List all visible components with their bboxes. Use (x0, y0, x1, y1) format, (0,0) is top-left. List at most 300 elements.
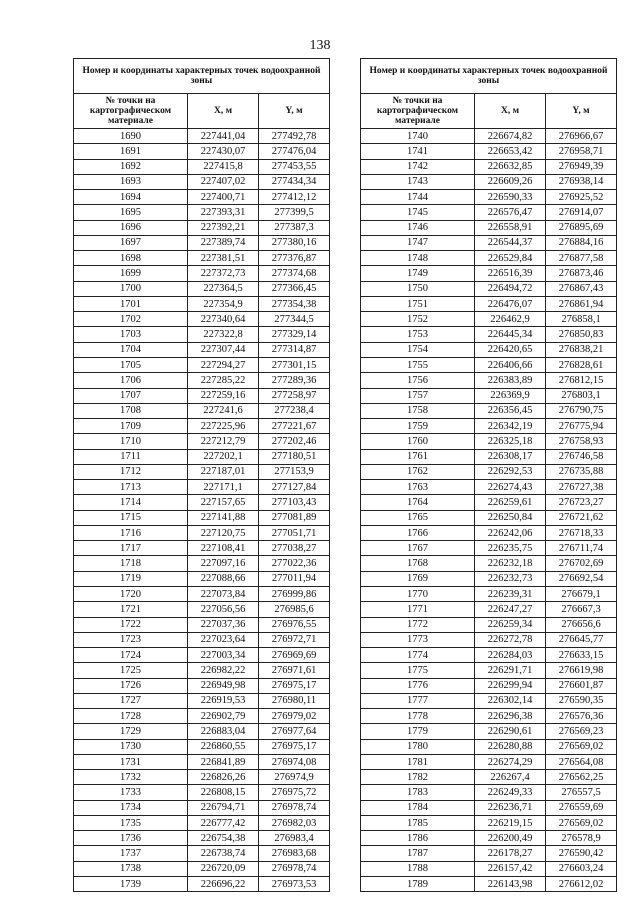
y-coordinate-cell: 276978,74 (259, 861, 330, 876)
point-number-cell: 1786 (361, 831, 475, 846)
table-row (74, 648, 330, 663)
table-row (74, 602, 330, 617)
y-coordinate-cell: 277344,5 (259, 312, 330, 327)
x-coordinate-cell: 226299,94 (475, 678, 546, 693)
x-coordinate-cell: 226284,03 (475, 648, 546, 663)
y-coordinate-cell: 277289,36 (259, 373, 330, 388)
x-coordinate-cell: 227381,51 (188, 251, 259, 266)
y-coordinate-cell: 276914,07 (546, 205, 617, 220)
point-number-cell: 1769 (361, 571, 475, 586)
x-coordinate-cell: 226383,89 (475, 373, 546, 388)
point-number-cell: 1723 (74, 632, 188, 647)
table-row (361, 251, 617, 266)
point-number-cell: 1705 (74, 357, 188, 372)
y-coordinate-cell: 277387,3 (259, 220, 330, 235)
y-coordinate-cell: 276884,16 (546, 235, 617, 250)
x-coordinate-cell: 227225,96 (188, 419, 259, 434)
y-coordinate-cell: 276746,58 (546, 449, 617, 464)
point-number-cell: 1759 (361, 419, 475, 434)
y-coordinate-cell: 276979,02 (259, 709, 330, 724)
point-number-cell: 1778 (361, 709, 475, 724)
point-number-cell: 1721 (74, 602, 188, 617)
point-number-cell: 1782 (361, 770, 475, 785)
y-coordinate-cell: 276711,74 (546, 541, 617, 556)
table-row (361, 190, 617, 205)
y-coordinate-cell: 277412,12 (259, 190, 330, 205)
x-coordinate-cell: 227202,1 (188, 449, 259, 464)
x-coordinate-cell: 226754,38 (188, 831, 259, 846)
table-row (361, 220, 617, 235)
point-number-cell: 1717 (74, 541, 188, 556)
table-row (74, 556, 330, 571)
point-number-cell: 1692 (74, 159, 188, 174)
table-row (74, 785, 330, 800)
y-coordinate-cell: 276557,5 (546, 785, 617, 800)
point-number-cell: 1722 (74, 617, 188, 632)
x-coordinate-cell: 226219,15 (475, 815, 546, 830)
y-coordinate-cell: 277380,16 (259, 235, 330, 250)
y-coordinate-cell: 277301,15 (259, 357, 330, 372)
table-row (74, 846, 330, 861)
table-row (361, 785, 617, 800)
point-number-cell: 1770 (361, 586, 475, 601)
table-row (74, 144, 330, 159)
point-number-cell: 1702 (74, 312, 188, 327)
table-row (361, 602, 617, 617)
point-number-cell: 1710 (74, 434, 188, 449)
table-row (361, 174, 617, 189)
table-row (361, 632, 617, 647)
table-row (74, 220, 330, 235)
table-row (74, 419, 330, 434)
y-coordinate-cell: 276612,02 (546, 877, 617, 892)
y-coordinate-cell: 276975,17 (259, 678, 330, 693)
table-row (361, 648, 617, 663)
table-row (361, 480, 617, 495)
y-coordinate-cell: 276925,52 (546, 190, 617, 205)
point-number-cell: 1750 (361, 281, 475, 296)
x-coordinate-cell: 227212,79 (188, 434, 259, 449)
table-row (74, 724, 330, 739)
x-coordinate-cell: 227003,34 (188, 648, 259, 663)
point-number-cell: 1730 (74, 739, 188, 754)
x-coordinate-cell: 226274,43 (475, 480, 546, 495)
table-row (361, 144, 617, 159)
x-coordinate-cell: 227259,16 (188, 388, 259, 403)
y-coordinate-cell: 276619,98 (546, 663, 617, 678)
x-coordinate-cell: 226653,42 (475, 144, 546, 159)
table-row (361, 556, 617, 571)
x-coordinate-cell: 226808,15 (188, 785, 259, 800)
point-number-cell: 1784 (361, 800, 475, 815)
column-header-point: № точки на картографическом материале (74, 94, 188, 129)
table-row (361, 449, 617, 464)
y-coordinate-cell: 277376,87 (259, 251, 330, 266)
x-coordinate-cell: 226292,53 (475, 464, 546, 479)
x-coordinate-cell: 226274,29 (475, 754, 546, 769)
y-coordinate-cell: 276972,71 (259, 632, 330, 647)
y-coordinate-cell: 276977,64 (259, 724, 330, 739)
x-coordinate-cell: 226632,85 (475, 159, 546, 174)
y-coordinate-cell: 276983,4 (259, 831, 330, 846)
table-row (74, 541, 330, 556)
y-coordinate-cell: 277366,45 (259, 281, 330, 296)
x-coordinate-cell: 226590,33 (475, 190, 546, 205)
x-coordinate-cell: 227285,22 (188, 373, 259, 388)
x-coordinate-cell: 226462,9 (475, 312, 546, 327)
point-number-cell: 1693 (74, 174, 188, 189)
table-row (361, 129, 617, 144)
y-coordinate-cell: 276828,61 (546, 357, 617, 372)
point-number-cell: 1700 (74, 281, 188, 296)
table-row (74, 129, 330, 144)
point-number-cell: 1697 (74, 235, 188, 250)
x-coordinate-cell: 227241,6 (188, 403, 259, 418)
table-row (361, 770, 617, 785)
table-row (361, 296, 617, 311)
x-coordinate-cell: 226841,89 (188, 754, 259, 769)
table-title: Номер и координаты характерных точек водоохранной зоны (74, 59, 330, 94)
table-row (361, 419, 617, 434)
point-number-cell: 1747 (361, 235, 475, 250)
x-coordinate-cell: 226157,42 (475, 861, 546, 876)
point-number-cell: 1699 (74, 266, 188, 281)
y-coordinate-cell: 277453,55 (259, 159, 330, 174)
y-coordinate-cell: 276758,93 (546, 434, 617, 449)
y-coordinate-cell: 276867,43 (546, 281, 617, 296)
point-number-cell: 1742 (361, 159, 475, 174)
x-coordinate-cell: 226609,26 (475, 174, 546, 189)
point-number-cell: 1718 (74, 556, 188, 571)
point-number-cell: 1740 (361, 129, 475, 144)
table-row (74, 754, 330, 769)
x-coordinate-cell: 227389,74 (188, 235, 259, 250)
y-coordinate-cell: 276877,58 (546, 251, 617, 266)
x-coordinate-cell: 227171,1 (188, 480, 259, 495)
y-coordinate-cell: 276938,14 (546, 174, 617, 189)
y-coordinate-cell: 276973,53 (259, 877, 330, 892)
table-row (361, 434, 617, 449)
table-row (74, 464, 330, 479)
y-coordinate-cell: 277038,27 (259, 541, 330, 556)
x-coordinate-cell: 227393,31 (188, 205, 259, 220)
point-number-cell: 1726 (74, 678, 188, 693)
table-row (74, 174, 330, 189)
y-coordinate-cell: 276578,9 (546, 831, 617, 846)
y-coordinate-cell: 276590,42 (546, 846, 617, 861)
table-row (74, 586, 330, 601)
point-number-cell: 1706 (74, 373, 188, 388)
coordinates-table-right (360, 58, 617, 892)
point-number-cell: 1724 (74, 648, 188, 663)
table-body-left (74, 129, 330, 892)
point-number-cell: 1725 (74, 663, 188, 678)
point-number-cell: 1714 (74, 495, 188, 510)
x-coordinate-cell: 226232,73 (475, 571, 546, 586)
y-coordinate-cell: 276667,3 (546, 602, 617, 617)
point-number-cell: 1775 (361, 663, 475, 678)
point-number-cell: 1746 (361, 220, 475, 235)
x-coordinate-cell: 227088,66 (188, 571, 259, 586)
y-coordinate-cell: 276895,69 (546, 220, 617, 235)
y-coordinate-cell: 276812,15 (546, 373, 617, 388)
point-number-cell: 1785 (361, 815, 475, 830)
y-coordinate-cell: 276790,75 (546, 403, 617, 418)
table-row (74, 281, 330, 296)
y-coordinate-cell: 276982,03 (259, 815, 330, 830)
y-coordinate-cell: 276775,94 (546, 419, 617, 434)
x-coordinate-cell: 226860,55 (188, 739, 259, 754)
table-row (74, 190, 330, 205)
y-coordinate-cell: 277314,87 (259, 342, 330, 357)
point-number-cell: 1711 (74, 449, 188, 464)
point-number-cell: 1727 (74, 693, 188, 708)
table-row (361, 678, 617, 693)
point-number-cell: 1712 (74, 464, 188, 479)
table-row (74, 800, 330, 815)
y-coordinate-cell: 276633,15 (546, 648, 617, 663)
y-coordinate-cell: 276721,62 (546, 510, 617, 525)
point-number-cell: 1691 (74, 144, 188, 159)
x-coordinate-cell: 227157,65 (188, 495, 259, 510)
table-row (74, 510, 330, 525)
table-row (361, 388, 617, 403)
point-number-cell: 1728 (74, 709, 188, 724)
table-row (74, 403, 330, 418)
table-row (74, 235, 330, 250)
y-coordinate-cell: 276718,33 (546, 525, 617, 540)
x-coordinate-cell: 226296,38 (475, 709, 546, 724)
y-coordinate-cell: 276603,24 (546, 861, 617, 876)
y-coordinate-cell: 276975,72 (259, 785, 330, 800)
x-coordinate-cell: 227108,41 (188, 541, 259, 556)
table-row (361, 709, 617, 724)
x-coordinate-cell: 227097,16 (188, 556, 259, 571)
table-row (74, 617, 330, 632)
x-coordinate-cell: 226826,26 (188, 770, 259, 785)
y-coordinate-cell: 277103,43 (259, 495, 330, 510)
point-number-cell: 1739 (74, 877, 188, 892)
y-coordinate-cell: 276966,67 (546, 129, 617, 144)
y-coordinate-cell: 277492,78 (259, 129, 330, 144)
x-coordinate-cell: 227392,21 (188, 220, 259, 235)
y-coordinate-cell: 277434,34 (259, 174, 330, 189)
y-coordinate-cell: 277329,14 (259, 327, 330, 342)
y-coordinate-cell: 277051,71 (259, 525, 330, 540)
point-number-cell: 1776 (361, 678, 475, 693)
y-coordinate-cell: 276971,61 (259, 663, 330, 678)
point-number-cell: 1731 (74, 754, 188, 769)
y-coordinate-cell: 277258,97 (259, 388, 330, 403)
table-row (361, 617, 617, 632)
y-coordinate-cell: 276559,69 (546, 800, 617, 815)
table-row (361, 800, 617, 815)
point-number-cell: 1752 (361, 312, 475, 327)
y-coordinate-cell: 276958,71 (546, 144, 617, 159)
x-coordinate-cell: 227322,8 (188, 327, 259, 342)
table-row (74, 296, 330, 311)
x-coordinate-cell: 227120,75 (188, 525, 259, 540)
point-number-cell: 1766 (361, 525, 475, 540)
x-coordinate-cell: 226516,39 (475, 266, 546, 281)
table-row (361, 281, 617, 296)
y-coordinate-cell: 276975,17 (259, 739, 330, 754)
y-coordinate-cell: 276723,27 (546, 495, 617, 510)
table-body-right (361, 129, 617, 892)
point-number-cell: 1757 (361, 388, 475, 403)
x-coordinate-cell: 226342,19 (475, 419, 546, 434)
x-coordinate-cell: 227023,64 (188, 632, 259, 647)
x-coordinate-cell: 226919,53 (188, 693, 259, 708)
x-coordinate-cell: 226247,27 (475, 602, 546, 617)
table-row (361, 724, 617, 739)
x-coordinate-cell: 226236,71 (475, 800, 546, 815)
x-coordinate-cell: 226259,61 (475, 495, 546, 510)
page-number: 138 (309, 38, 331, 53)
x-coordinate-cell: 226280,88 (475, 739, 546, 754)
table-row (361, 663, 617, 678)
point-number-cell: 1763 (361, 480, 475, 495)
table-row (361, 739, 617, 754)
x-coordinate-cell: 227400,71 (188, 190, 259, 205)
column-header-x: X, м (475, 94, 546, 129)
y-coordinate-cell: 276861,94 (546, 296, 617, 311)
y-coordinate-cell: 276562,25 (546, 770, 617, 785)
point-number-cell: 1787 (361, 846, 475, 861)
point-number-cell: 1709 (74, 419, 188, 434)
x-coordinate-cell: 226178,27 (475, 846, 546, 861)
x-coordinate-cell: 226494,72 (475, 281, 546, 296)
table-row (361, 525, 617, 540)
table-row (74, 693, 330, 708)
x-coordinate-cell: 226308,17 (475, 449, 546, 464)
y-coordinate-cell: 276601,87 (546, 678, 617, 693)
point-number-cell: 1716 (74, 525, 188, 540)
point-number-cell: 1779 (361, 724, 475, 739)
point-number-cell: 1756 (361, 373, 475, 388)
point-number-cell: 1772 (361, 617, 475, 632)
point-number-cell: 1774 (361, 648, 475, 663)
x-coordinate-cell: 226445,34 (475, 327, 546, 342)
point-number-cell: 1729 (74, 724, 188, 739)
table-row (74, 480, 330, 495)
point-number-cell: 1708 (74, 403, 188, 418)
table-row (361, 754, 617, 769)
y-coordinate-cell: 276985,6 (259, 602, 330, 617)
point-number-cell: 1703 (74, 327, 188, 342)
point-number-cell: 1732 (74, 770, 188, 785)
point-number-cell: 1733 (74, 785, 188, 800)
x-coordinate-cell: 226235,75 (475, 541, 546, 556)
x-coordinate-cell: 227187,01 (188, 464, 259, 479)
y-coordinate-cell: 276873,46 (546, 266, 617, 281)
x-coordinate-cell: 226232,18 (475, 556, 546, 571)
point-number-cell: 1745 (361, 205, 475, 220)
y-coordinate-cell: 276569,23 (546, 724, 617, 739)
table-row (74, 877, 330, 892)
column-header-y: Y, м (546, 94, 617, 129)
y-coordinate-cell: 276569,02 (546, 739, 617, 754)
x-coordinate-cell: 226406,66 (475, 357, 546, 372)
table-row (361, 342, 617, 357)
point-number-cell: 1719 (74, 571, 188, 586)
y-coordinate-cell: 277238,4 (259, 403, 330, 418)
table-row (74, 861, 330, 876)
column-header-x: X, м (188, 94, 259, 129)
y-coordinate-cell: 276735,88 (546, 464, 617, 479)
table-row (361, 831, 617, 846)
y-coordinate-cell: 277153,9 (259, 464, 330, 479)
y-coordinate-cell: 276576,36 (546, 709, 617, 724)
x-coordinate-cell: 226267,4 (475, 770, 546, 785)
y-coordinate-cell: 276969,69 (259, 648, 330, 663)
table-row (361, 693, 617, 708)
x-coordinate-cell: 227415,8 (188, 159, 259, 174)
point-number-cell: 1767 (361, 541, 475, 556)
table-row (74, 525, 330, 540)
x-coordinate-cell: 226529,84 (475, 251, 546, 266)
table-row (361, 846, 617, 861)
point-number-cell: 1773 (361, 632, 475, 647)
x-coordinate-cell: 226290,61 (475, 724, 546, 739)
y-coordinate-cell: 276980,11 (259, 693, 330, 708)
y-coordinate-cell: 276702,69 (546, 556, 617, 571)
y-coordinate-cell: 276645,77 (546, 632, 617, 647)
table-row (74, 312, 330, 327)
table-row (74, 449, 330, 464)
x-coordinate-cell: 226777,42 (188, 815, 259, 830)
y-coordinate-cell: 276850,83 (546, 327, 617, 342)
table-row (361, 815, 617, 830)
point-number-cell: 1704 (74, 342, 188, 357)
x-coordinate-cell: 227073,84 (188, 586, 259, 601)
point-number-cell: 1751 (361, 296, 475, 311)
x-coordinate-cell: 226794,71 (188, 800, 259, 815)
point-number-cell: 1707 (74, 388, 188, 403)
point-number-cell: 1755 (361, 357, 475, 372)
table-row (74, 709, 330, 724)
x-coordinate-cell: 227294,27 (188, 357, 259, 372)
x-coordinate-cell: 227307,44 (188, 342, 259, 357)
table-row (361, 266, 617, 281)
point-number-cell: 1789 (361, 877, 475, 892)
y-coordinate-cell: 276999,86 (259, 586, 330, 601)
point-number-cell: 1783 (361, 785, 475, 800)
column-header-point: № точки на картографическом материале (361, 94, 475, 129)
point-number-cell: 1749 (361, 266, 475, 281)
y-coordinate-cell: 276590,35 (546, 693, 617, 708)
y-coordinate-cell: 277374,68 (259, 266, 330, 281)
table-row (361, 861, 617, 876)
coordinates-table-left (73, 58, 330, 892)
point-number-cell: 1735 (74, 815, 188, 830)
table-row (361, 373, 617, 388)
point-number-cell: 1690 (74, 129, 188, 144)
x-coordinate-cell: 226982,22 (188, 663, 259, 678)
y-coordinate-cell: 276974,08 (259, 754, 330, 769)
table-row (74, 205, 330, 220)
y-coordinate-cell: 276727,38 (546, 480, 617, 495)
y-coordinate-cell: 276976,55 (259, 617, 330, 632)
x-coordinate-cell: 226883,04 (188, 724, 259, 739)
point-number-cell: 1753 (361, 327, 475, 342)
table-row (74, 373, 330, 388)
x-coordinate-cell: 226325,18 (475, 434, 546, 449)
table-row (74, 770, 330, 785)
x-coordinate-cell: 226356,45 (475, 403, 546, 418)
x-coordinate-cell: 226200,49 (475, 831, 546, 846)
table-row (361, 510, 617, 525)
